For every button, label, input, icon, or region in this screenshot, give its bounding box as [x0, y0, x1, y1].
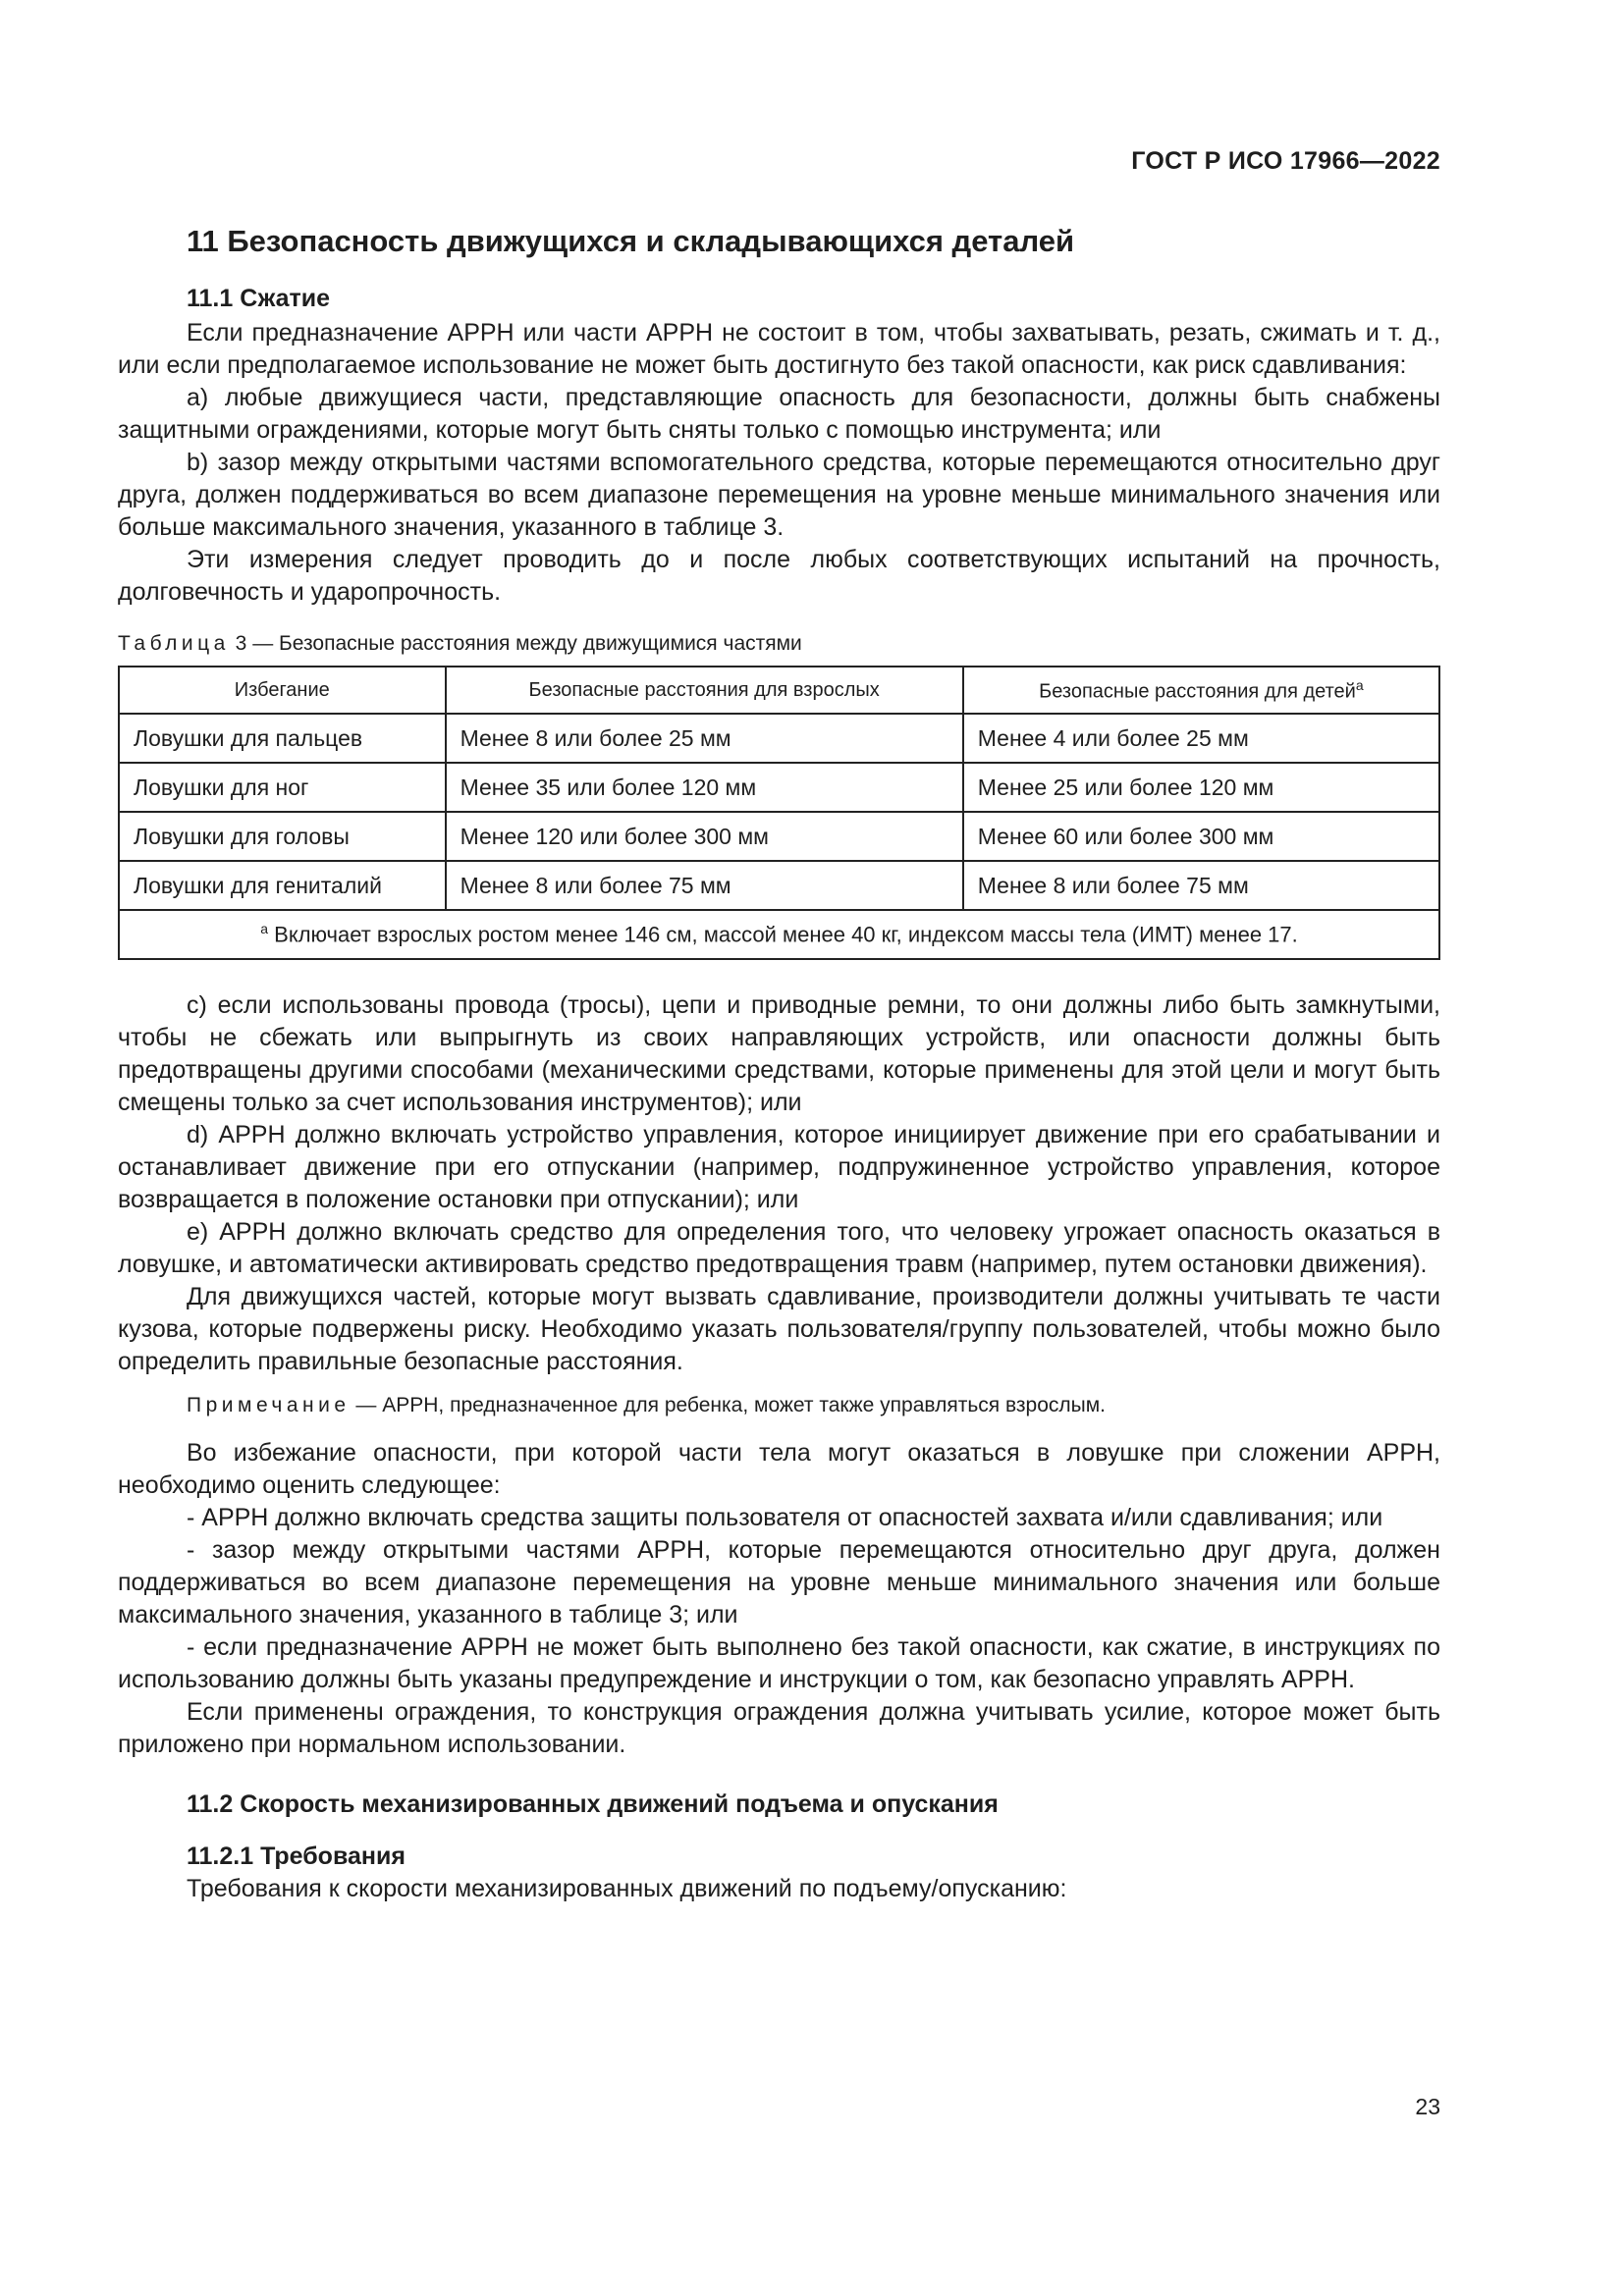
table-cell: Менее 8 или более 25 мм: [446, 714, 963, 763]
document-code: ГОСТ Р ИСО 17966—2022: [1131, 147, 1440, 175]
list-item-e: e) АРРН должно включать средство для определения того, что человеку угрожает опасность оказаться в ловушке, и автоматически активировать средство предотвращения травм (например, путем остановки движения).: [118, 1218, 1440, 1278]
paragraph: Для движущихся частей, которые могут вызвать сдавливание, производители должны учитывать те части кузова, которые подвержены риску. Необходимо указать пользователя/группу пользователей, чтобы можно было определить правильные безопасные расстояния.: [118, 1283, 1440, 1375]
safe-distances-table: [118, 666, 1440, 960]
table-footnote-row: [119, 910, 1439, 959]
list-item-a: a) любые движущиеся части, представляющие опасность для безопасности, должны быть снабжены защитными ограждениями, которые могут быть сняты только с помощью инструмента; или: [118, 384, 1440, 444]
list-item-c: c) если использованы провода (тросы), цепи и приводные ремни, то они должны либо быть замкнутыми, чтобы не сбежать или выпрыгнуть из своих направляющих устройств, или опасности должны быть предотвращены другими способами (механическими средствами, которые применены для этой цели и могут быть смещены только за счет использования инструментов); или: [118, 991, 1440, 1116]
subsection-title-requirements: 11.2.1 Требования: [187, 1842, 406, 1870]
table-header-text: Безопасные расстояния для детей: [1039, 680, 1356, 703]
paragraph: Во избежание опасности, при которой части тела могут оказаться в ловушке при сложении АРРН, необходимо оценить следующее:: [118, 1439, 1440, 1499]
table-header-cell: Безопасные расстояния для взрослых: [446, 667, 963, 714]
dash-item: - АРРН должно включать средства защиты пользователя от опасностей захвата и/или сдавливания; или: [187, 1504, 1383, 1531]
table-header-cell: Избегание: [119, 667, 446, 714]
table-row: [119, 861, 1439, 910]
footnote-marker: a: [260, 921, 269, 937]
table-cell: Менее 25 или более 120 мм: [963, 763, 1439, 812]
table-caption-text: 3 — Безопасные расстояния между движущимися частями: [229, 632, 802, 655]
subsection-title-speed: 11.2 Скорость механизированных движений подъема и опускания: [187, 1790, 999, 1818]
subsection-title-compression: 11.1 Сжатие: [187, 285, 331, 312]
table-row: [119, 714, 1439, 763]
footnote-marker: a: [1355, 676, 1364, 693]
table-cell: Ловушки для головы: [119, 812, 446, 861]
table-header-cell: [963, 667, 1439, 714]
list-item-b: b) зазор между открытыми частями вспомогательного средства, которые перемещаются относительно друг друга, должен поддерживаться во всем диапазоне перемещения на уровне меньше минимального значения или больше максимального значения, указанного в таблице 3.: [118, 449, 1440, 541]
table-cell: Менее 8 или более 75 мм: [446, 861, 963, 910]
page-content: [118, 224, 1440, 1905]
paragraph: Требования к скорости механизированных движений по подъему/опусканию:: [187, 1875, 1067, 1902]
table-cell: Ловушки для гениталий: [119, 861, 446, 910]
table-cell: Менее 120 или более 300 мм: [446, 812, 963, 861]
table-cell: Менее 60 или более 300 мм: [963, 812, 1439, 861]
page-number: 23: [1415, 2094, 1440, 2119]
table-cell: Менее 35 или более 120 мм: [446, 763, 963, 812]
note: [118, 1392, 1440, 1419]
table-footnote-text: Включает взрослых ростом менее 146 см, массой менее 40 кг, индексом массы тела (ИМТ) менее 17.: [268, 922, 1298, 947]
dash-item: - если предназначение АРРН не может быть выполнено без такой опасности, как сжатие, в инструкциях по использованию должны быть указаны предупреждение и инструкции о том, как безопасно управлять АРРН.: [118, 1633, 1440, 1693]
paragraph: Если предназначение АРРН или части АРРН не состоит в том, чтобы захватывать, резать, сжимать и т. д., или если предполагаемое использование не может быть достигнуто без такой опасности, как риск сдавливания:: [118, 319, 1440, 379]
table-caption-label: Таблица: [118, 632, 230, 655]
section-title: 11 Безопасность движущихся и складывающихся деталей: [187, 224, 1075, 258]
paragraph: Эти измерения следует проводить до и после любых соответствующих испытаний на прочность, долговечность и ударопрочность.: [118, 546, 1440, 606]
paragraph: Если применены ограждения, то конструкция ограждения должна учитывать усилие, которое может быть приложено при нормальном использовании.: [118, 1698, 1440, 1758]
table-cell: Менее 8 или более 75 мм: [963, 861, 1439, 910]
table-cell: Менее 4 или более 25 мм: [963, 714, 1439, 763]
dash-item: - зазор между открытыми частями АРРН, которые перемещаются относительно друг друга, должен поддерживаться во всем диапазоне перемещения на уровне меньше минимального значения или больше максимального значения, указанного в таблице 3; или: [118, 1536, 1440, 1629]
table-header-row: [119, 667, 1439, 714]
table-cell: Ловушки для пальцев: [119, 714, 446, 763]
table-row: [119, 763, 1439, 812]
table-row: [119, 812, 1439, 861]
list-item-d: d) АРРН должно включать устройство управления, которое инициирует движение при его срабатывании и останавливает движение при его отпускании (например, подпружиненное устройство управления, которое возвращается в положение остановки при отпускании); или: [118, 1121, 1440, 1213]
note-label: Примечание: [187, 1394, 351, 1416]
table-cell: Ловушки для ног: [119, 763, 446, 812]
table-footnote: [119, 910, 1439, 959]
table-caption: [118, 632, 1440, 656]
note-text: — АРРН, предназначенное для ребенка, может также управляться взрослым.: [350, 1394, 1106, 1416]
